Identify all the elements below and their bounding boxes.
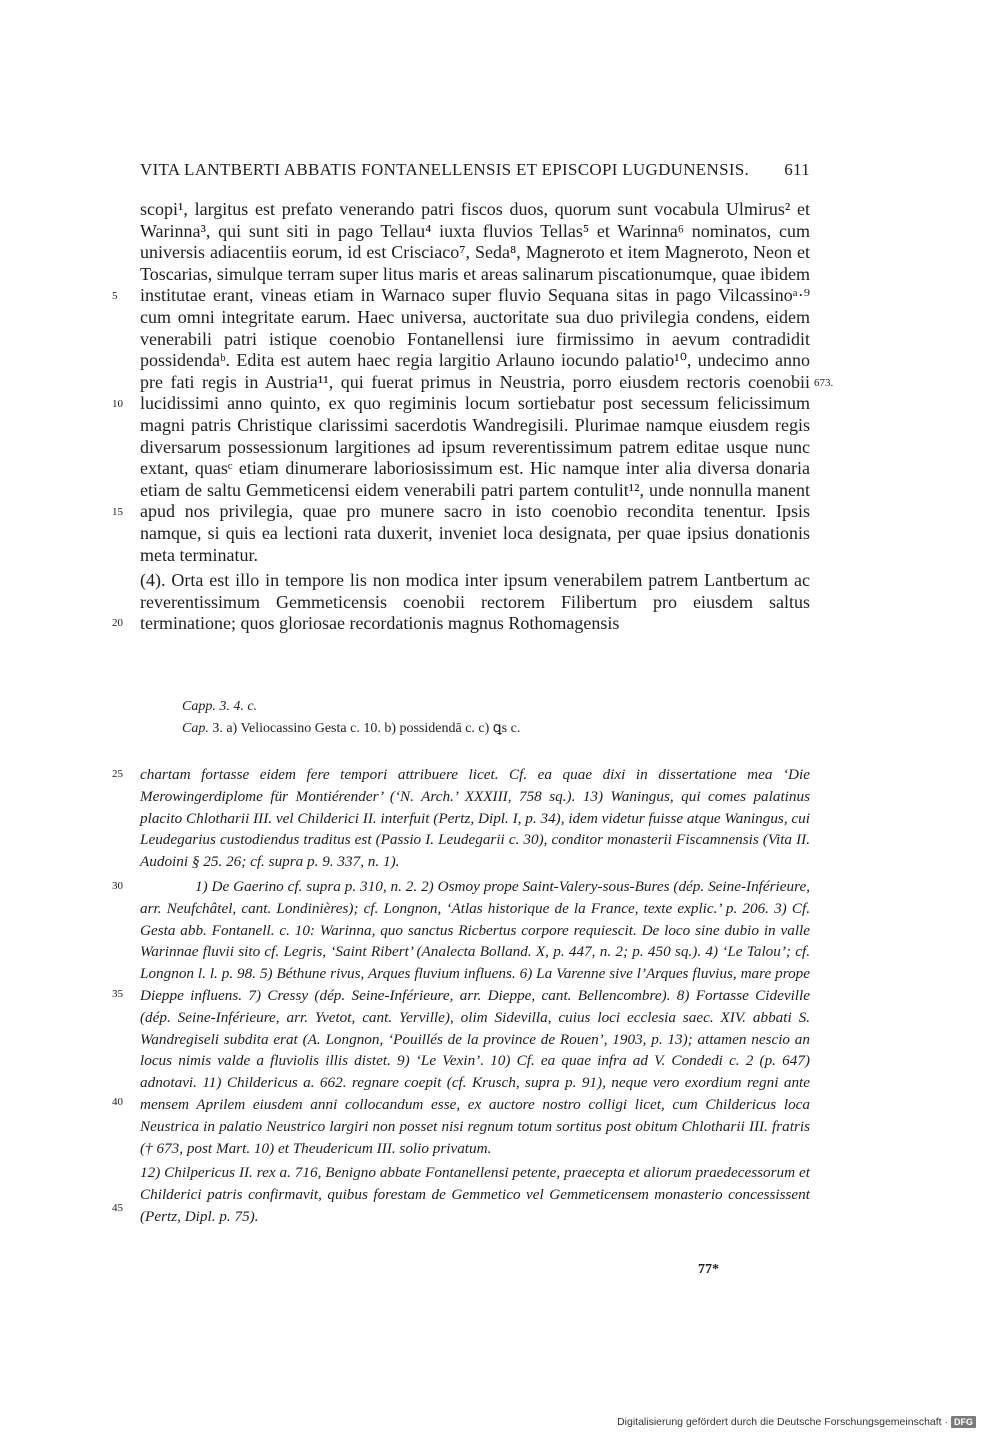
footnote-block: 1) De Gaerino cf. supra p. 310, n. 2. 2) Osmoy prope Saint-Valery-sous-Bures (dép. Seine-Inférieure, arr. Neufchâtel, cant. Londinières); cf. Longnon, ‘Atlas historique de la France, texte explic.’ p. 206. 3) Cf. Gesta abb. Fontanell. c. 10: Warinna, quo sanctus Ricbertus corpore requiescit. De loco sine dubio in valle Warinnae fluvii sito cf. Legris, ‘Saint Ribert’ (Analecta Bolland. X, p. 447, n. 2; p. 450 sq.). 4) ‘Le Talou’; cf. Longnon l. l. p. 98. 5) Béthune rivus, Arques fluvium influens. 6) La Varenne sive l’Arques fluvius, mare prope Dieppe influens. 7) Cressy (dép. Seine-Inférieure, arr. Dieppe, cant. Bellencombre). 8) Fortasse Cideville (dép. Seine-Inférieure, arr. Yvetot, cant. Yerville), olim Sidevilla, cuius loci ecclesia saec. XIV. abbati S. Wandregiseli subdita erat (A. Longnon, ‘Pouillés de la province de Rouen’, 1903, p. 13); attamen nescio an locus nimis valde a fluviolis illis distet. 9) ‘Le Vexin’. 10) Cf. ea quae infra ad V. Condedi c. 2 (p. 647) adnotavi. 11) Childericus a. 662. regnare coepit (cf. Krusch, supra p. 91), neque vero exordium regni ante mensem Aprilem eiusdem anni collocandum esse, ex auctore nostro colligi licet, cum Childericus loca Neustrica in palatio Neustrico largiri non posset nisi regnum totum sortitus post obitum Chlotharii III. fratris († 673, post Mart. 10) et Theudericum III. solio privatum.: [140, 877, 810, 1157]
line-number: 25: [112, 768, 123, 780]
dfg-logo: DFG: [951, 1416, 976, 1428]
line-number: 45: [112, 1202, 123, 1214]
digitization-footer: [617, 1416, 976, 1428]
line-number: 10: [112, 398, 123, 410]
footnote-last: 12) Chilpericus II. rex a. 716, Benigno abbate Fontanellensi petente, praecepta et aliorum praedecessorum et Childerici patris confirmavit, quibus forestam de Gemmetico vel Gemmeticensem monasterio concessissent (Pertz, Dipl. p. 75).: [140, 1164, 810, 1225]
footnotes: [140, 764, 810, 1228]
apparatus-line-1: Capp. 3. 4. c.: [182, 699, 258, 714]
line-number: 15: [112, 506, 123, 518]
line-number: 20: [112, 617, 123, 629]
header-title: VITA LANTBERTI ABBATIS FONTANELLENSIS ET EPISCOPI LUGDUNENSIS.: [140, 160, 750, 179]
running-header: [140, 160, 810, 180]
paragraph-1: scopi¹, largitus est prefato venerando patri fiscos duos, quorum sunt vocabula Ulmirus² et Warinna³, qui sunt siti in pago Tellau⁴ iuxta fluvios Tellas⁵ et Warinna⁶ nominatos, cum universis adiacentiis eorum, id est Crisciaco⁷, Seda⁸, Magneroto et item Magneroto, Neon et Toscarias, simulque terram super litus maris et areas salinarum piscationumque, quae ibidem institutae erant, vineas etiam in Warnaco super fluvio Sequana sitas in pago Vilcassinoᵃ·⁹ cum omni integritate earum. Haec universa, auctoritate sua duo privilegia condens, eidem venerabili patri istique coenobio Fontanellensi iure firmissimo in aevum contradidit possidendaᵇ. Edita est autem haec regia largitio Arlauno iocundo palatio¹⁰, undecimo anno pre fati regis in Austria¹¹, qui fuerat primus in Neustria, porro eiusdem rectoris coenobii lucidissimi anno quinto, ex quo regiminis locum sortiebatur post secessum felicissimum magni patris Christique clarissimi sacerdotis Wandregisili. Plurimae namque eiusdem regis diversarum possessionum largitiones ad ipsum reverentissimum patrem editae usque nunc extant, quasᶜ etiam dinumerare laboriosissimum est. Hic namque inter alia diversa donaria etiam de saltu Gemmeticensi eidem venerabili patri partem contulit¹², unde nonnulla manent apud nos privilegia, quae pro munere sacro in isto coenobio recondita tenentur. Ipsis namque, si quis ea lectioni rata duxerit, inveniet loca designata, per quae ipsius donationis meta terminatur.: [140, 199, 810, 565]
paragraph-2: (4). Orta est illo in tempore lis non modica inter ipsum venerabilem patrem Lantbertum ac reverentissimum Gemmeticensis coenobii rectorem Filibertum pro eiusdem saltus terminatione; quos gloriosae recordationis magnus Rothomagensis: [140, 570, 810, 634]
line-number: 30: [112, 880, 123, 892]
line-number: 35: [112, 988, 123, 1000]
signature-mark: 77*: [698, 1262, 719, 1277]
footnote-continuation: chartam fortasse eidem fere tempori attribuere licet. Cf. ea quae dixi in dissertatione mea ‘Die Merowingerdiplome für Montiérender’ (‘N. Arch.’ XXXIII, 758 sq.). 13) Waningus, qui comes palatinus placito Chlotharii III. vel Childerici II. interfuit (Pertz, Dipl. I, p. 34), idem videtur fuisse atque Waningus, cui Leudegarius custodiendus traditus est (Passio I. Leudegarii c. 30), conditor monasterii Fiscamnensis (Vita II. Audoini § 25. 26; cf. supra p. 9. 337, n. 1).: [140, 766, 810, 871]
critical-apparatus: [182, 696, 782, 740]
apparatus-text: 3. a) Veliocassino Gesta c. 10. b) possidendā c. c) ꝗs c.: [212, 721, 521, 736]
footer-text: Digitalisierung gefördert durch die Deutsche Forschungsgemeinschaft ·: [617, 1416, 948, 1428]
apparatus-line-2: [182, 718, 782, 740]
main-text: [140, 199, 810, 635]
margin-year: 673.: [814, 377, 834, 389]
line-number: 5: [112, 290, 118, 302]
page-number: 611: [784, 160, 810, 179]
apparatus-label: Cap.: [182, 721, 209, 736]
line-number: 40: [112, 1096, 123, 1108]
